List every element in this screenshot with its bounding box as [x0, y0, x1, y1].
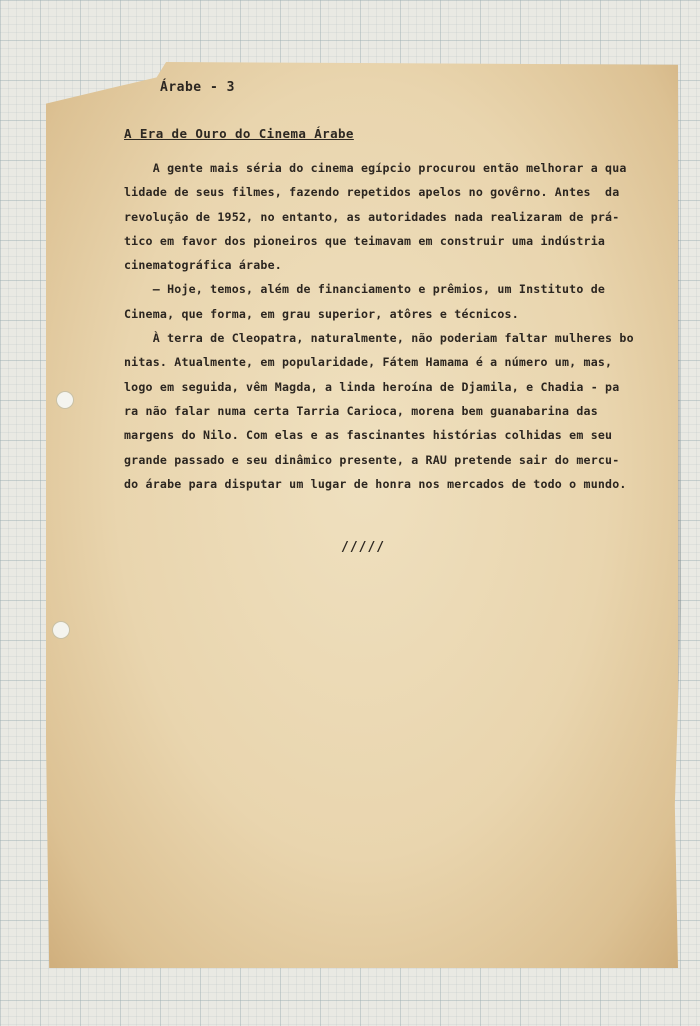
- body-line: cinematográfica árabe.: [124, 258, 282, 273]
- body-line: À terra de Cleopatra, naturalmente, não poderiam faltar mulheres bo: [124, 331, 634, 346]
- body-line: revolução de 1952, no entanto, as autoridades nada realizaram de prá-: [124, 209, 620, 224]
- body-line: margens do Nilo. Com elas e as fascinantes histórias colhidas em seu: [124, 428, 613, 443]
- body-line: tico em favor dos pioneiros que teimavam em construir uma indústria: [124, 233, 606, 248]
- page-header: Árabe - 3: [160, 80, 235, 95]
- punch-hole-bottom: [52, 621, 70, 639]
- end-mark: /////: [341, 540, 386, 555]
- body-line: logo em seguida, vêm Magda, a linda heroína de Djamila, e Chadia - pa: [124, 379, 620, 394]
- document-body: [124, 156, 644, 496]
- body-line: ra não falar numa certa Tarria Carioca, morena bem guanabarina das: [124, 403, 598, 418]
- body-line: nitas. Atualmente, em popularidade, Fátem Hamama é a número um, mas,: [124, 355, 613, 370]
- body-line: — Hoje, temos, além de financiamento e prêmios, um Instituto de: [124, 282, 606, 297]
- punch-hole-top: [56, 391, 74, 409]
- body-line: Cinema, que forma, em grau superior, atôres e técnicos.: [124, 306, 519, 321]
- body-line: do árabe para disputar um lugar de honra nos mercados de todo o mundo.: [124, 476, 627, 491]
- body-line: A gente mais séria do cinema egípcio procurou então melhorar a qua: [124, 161, 627, 175]
- body-line: lidade de seus filmes, fazendo repetidos apelos no govêrno. Antes da: [124, 185, 620, 200]
- body-line: grande passado e seu dinâmico presente, a RAU pretende sair do mercu-: [124, 452, 620, 467]
- document-title: A Era de Ouro do Cinema Árabe: [124, 126, 354, 141]
